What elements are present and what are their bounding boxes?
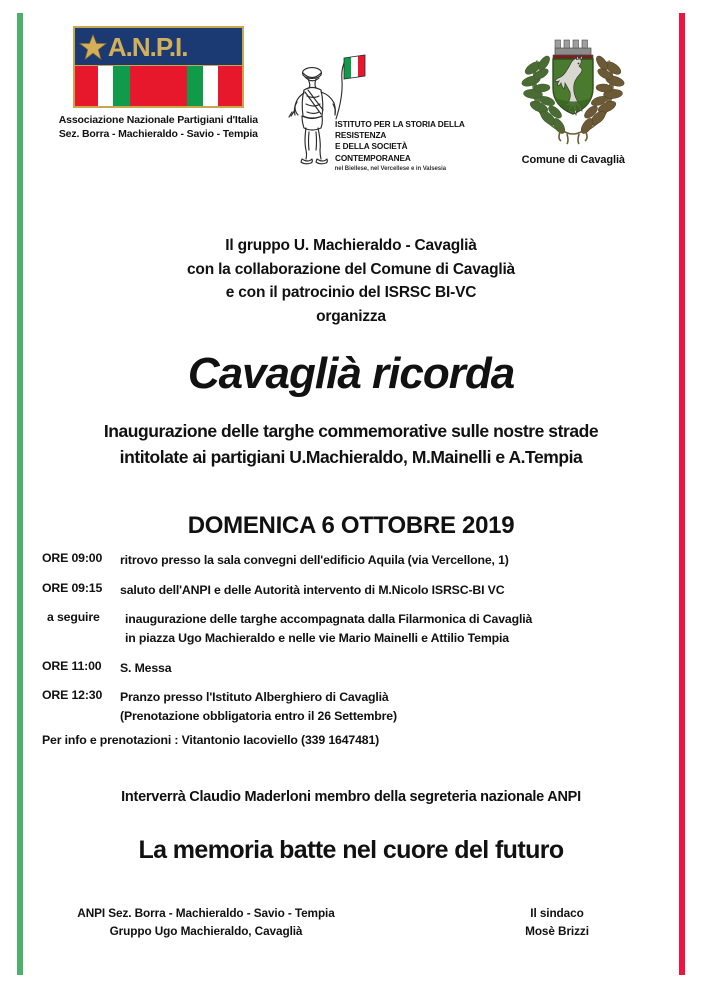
intro-line-2: con la collaborazione del Comune di Cavaglià (187, 260, 515, 278)
intro-line-1: Il gruppo U. Machieraldo - Cavaglià (225, 237, 477, 254)
schedule-row (42, 610, 652, 647)
shield (553, 55, 593, 115)
schedule-time: ORE 09:00 (42, 551, 103, 565)
contact-info-line: Per info e prenotazioni : Vitantonio Iacoviello (339 1647481) (42, 733, 380, 747)
schedule-row (42, 551, 652, 570)
footer-left-line-1: ANPI Sez. Borra - Machieraldo - Savio - Tempia (77, 906, 335, 920)
footer-left-signature (56, 905, 356, 940)
footer-right-line-2: Mosè Brizzi (525, 923, 589, 938)
page-title: Cavaglià ricorda (187, 349, 515, 398)
anpi-badge (73, 26, 244, 108)
intro-line-4: organizza (316, 307, 386, 325)
comune-di-cavaglia-logo (485, 26, 662, 166)
schedule-list (42, 551, 652, 737)
schedule-row (42, 581, 652, 600)
footer-left-line-2: Gruppo Ugo Machieraldo, Cavaglià (109, 923, 303, 938)
footer-right-line-1: Il sindaco (530, 906, 584, 920)
ribbon-band-green-2 (187, 66, 204, 106)
anpi-caption-line-1: Associazione Nazionale Partigiani d'Italia (58, 114, 258, 126)
intro-line-3: e con il patrocinio del ISRSC BI-VC (225, 284, 477, 302)
ribbon-band-red-1 (75, 66, 98, 106)
schedule-description (120, 581, 652, 600)
anpi-caption-line-2: Sez. Borra - Machieraldo - Savio - Tempia (58, 127, 258, 140)
schedule-time: a seguire (47, 610, 100, 625)
schedule-description-line-1: S. Messa (120, 660, 172, 675)
ribbon-band-white-2 (203, 66, 218, 106)
isrsc-line-1: ISTITUTO PER LA STORIA DELLA RESISTENZA (334, 119, 465, 141)
isrsc-line-2: E DELLA SOCIETÀ CONTEMPORANEA (334, 141, 411, 163)
anpi-logo (44, 26, 273, 142)
schedule-description (125, 610, 652, 647)
page-subtitle (51, 418, 651, 471)
motto: La memoria batte nel cuore del futuro (138, 836, 564, 864)
ribbon-band-red-2 (218, 66, 241, 106)
footer-signatures (51, 905, 651, 940)
anpi-badge-top (75, 28, 242, 66)
subtitle-line-2: intitolate ai partigiani U.Machieraldo, M.Mainelli e A.Tempia (119, 447, 583, 468)
tricolore-stripe-red (679, 13, 685, 975)
anpi-ribbon (75, 66, 242, 106)
schedule-description-line-2: (Prenotazione obbligatoria entro il 26 Settembre) (120, 709, 397, 724)
coat-of-arms-icon (509, 26, 637, 150)
schedule-description-line-2: in piazza Ugo Machieraldo e nelle vie Mario Mainelli e Attilio Tempia (125, 631, 509, 646)
schedule-description (120, 551, 652, 570)
anpi-caption (44, 114, 273, 142)
intro-paragraph (51, 234, 651, 328)
schedule-row (42, 659, 652, 678)
schedule-description-line-1: Pranzo presso l'Istituto Alberghiero di Cavaglià (120, 690, 389, 705)
ribbon-band-red-center (130, 66, 187, 106)
isrsc-text-block (335, 119, 490, 173)
schedule-description-line-1: saluto dell'ANPI e delle Autorità intervento di M.Nicolo ISRSC-BI VC (120, 582, 505, 597)
ribbon-band-white-1 (98, 66, 113, 106)
schedule-description-line-1: ritrovo presso la sala convegni dell'edificio Aquila (via Vercellone, 1) (120, 553, 509, 567)
event-date: DOMENICA 6 OTTOBRE 2019 (187, 512, 515, 539)
footer-right-signature (467, 905, 647, 940)
anpi-wordmark: A.N.P.I. (107, 31, 188, 62)
schedule-row (42, 688, 652, 725)
schedule-time: ORE 11:00 (42, 658, 102, 673)
comune-caption: Comune di Cavaglià (521, 154, 625, 166)
ribbon-band-green-1 (113, 66, 130, 106)
isrsc-line-3: nel Biellese, nel Vercellese e in Valsesia (334, 165, 446, 172)
star-icon (79, 33, 107, 61)
schedule-time: ORE 09:15 (42, 580, 103, 595)
schedule-description (120, 688, 652, 725)
italian-flag-icon (344, 55, 365, 79)
subtitle-line-1: Inaugurazione delle targhe commemorative sulle nostre strade (103, 421, 599, 441)
logo-header-row (34, 26, 668, 196)
mural-crown (553, 40, 593, 59)
schedule-description-line-1: inaugurazione delle targhe accompagnata dalla Filarmonica di Cavaglià (125, 612, 533, 627)
schedule-description (120, 659, 652, 678)
schedule-time: ORE 12:30 (42, 688, 103, 703)
guest-speaker-line: Interverrà Claudio Maderloni membro della segreteria nazionale ANPI (121, 789, 581, 805)
isrsc-logo (273, 26, 485, 172)
tricolore-stripe-green (17, 13, 23, 975)
